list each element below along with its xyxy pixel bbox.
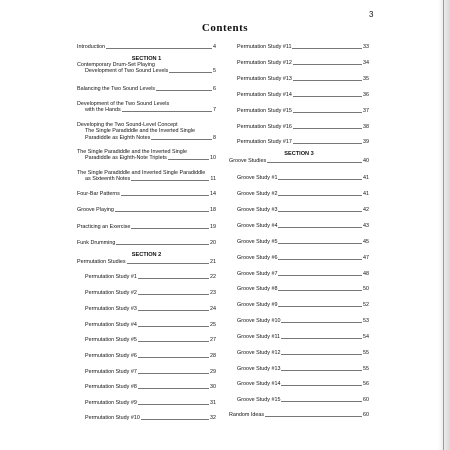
toc-entry-text: Groove Studies bbox=[229, 158, 267, 164]
toc-page-number: 54 bbox=[363, 334, 369, 340]
toc-page-number: 38 bbox=[363, 124, 369, 130]
toc-entry[interactable] bbox=[77, 290, 216, 296]
toc-leader-line bbox=[131, 227, 209, 229]
toc-leader-line bbox=[267, 161, 362, 163]
toc-leader-line bbox=[281, 321, 362, 323]
toc-entry-text: Permutation Study #10 bbox=[85, 415, 140, 421]
toc-entry[interactable] bbox=[229, 318, 369, 324]
toc-page-number: 35 bbox=[363, 76, 369, 82]
toc-page-number: 55 bbox=[363, 366, 369, 372]
toc-entry-text: Groove Study #9 bbox=[237, 302, 278, 308]
toc-leader-line bbox=[131, 179, 209, 181]
page-edge bbox=[443, 0, 444, 450]
toc-leader-line bbox=[138, 293, 209, 295]
toc-leader-line bbox=[293, 127, 362, 129]
toc-entry[interactable] bbox=[229, 191, 369, 197]
toc-page-number: 45 bbox=[363, 239, 369, 245]
toc-leader-line bbox=[281, 369, 362, 371]
toc-page-number: 6 bbox=[213, 86, 216, 92]
toc-page-number: 50 bbox=[363, 286, 369, 292]
toc-page-number: 25 bbox=[210, 322, 216, 328]
toc-entry-text: Permutation Study #17 bbox=[237, 139, 292, 145]
toc-entry[interactable] bbox=[229, 92, 369, 98]
toc-page-number: 5 bbox=[213, 68, 216, 75]
toc-entry-text: Permutation Study #5 bbox=[85, 337, 137, 343]
toc-entry[interactable] bbox=[229, 302, 369, 308]
toc-entry-text: Groove Study #3 bbox=[237, 207, 278, 213]
toc-entry[interactable] bbox=[77, 122, 216, 141]
toc-page-number: 8 bbox=[213, 134, 216, 141]
toc-leader-line bbox=[265, 415, 362, 417]
toc-entry-text: Groove Study #15 bbox=[237, 397, 281, 403]
toc-entry[interactable] bbox=[77, 259, 216, 265]
toc-entry-text: Random Ideas bbox=[229, 412, 265, 418]
toc-entry-text: Permutation Study #13 bbox=[237, 76, 292, 82]
toc-page-number: 24 bbox=[210, 306, 216, 312]
toc-page-number: 41 bbox=[363, 191, 369, 197]
toc-entry[interactable] bbox=[77, 44, 216, 50]
toc-entry[interactable] bbox=[229, 60, 369, 66]
toc-leader-line bbox=[293, 111, 362, 113]
toc-page-number: 27 bbox=[210, 337, 216, 343]
toc-entry[interactable] bbox=[77, 337, 216, 343]
toc-entry-text: Permutation Study #2 bbox=[85, 290, 137, 296]
toc-entry-text: The Single Paradiddle and the Inverted Single bbox=[77, 149, 187, 155]
toc-entry-text: Four-Bar Patterns bbox=[77, 191, 120, 197]
toc-entry[interactable] bbox=[77, 170, 216, 183]
toc-entry-text: Groove Study #6 bbox=[237, 255, 278, 261]
toc-leader-line bbox=[278, 258, 362, 260]
toc-entry[interactable] bbox=[229, 255, 369, 261]
toc-page-number: 53 bbox=[363, 318, 369, 324]
toc-entry[interactable] bbox=[77, 86, 216, 92]
toc-page-number: 36 bbox=[363, 92, 369, 98]
toc-page-number: 60 bbox=[363, 397, 369, 403]
toc-leader-line bbox=[169, 71, 212, 73]
toc-entry-text: as Sixteenth Notes bbox=[85, 176, 131, 183]
toc-page-number: 28 bbox=[210, 353, 216, 359]
toc-entry[interactable] bbox=[229, 239, 369, 245]
toc-entry[interactable] bbox=[229, 366, 369, 372]
toc-leader-line bbox=[138, 340, 209, 342]
toc-entry-text: Groove Study #1 bbox=[237, 175, 278, 181]
toc-entry[interactable] bbox=[229, 412, 369, 418]
toc-leader-line bbox=[278, 242, 362, 244]
toc-leader-line bbox=[138, 372, 209, 374]
toc-entry[interactable] bbox=[229, 76, 369, 82]
toc-entry-text: Groove Playing bbox=[77, 207, 114, 213]
toc-entry-text: Balancing the Two Sound Levels bbox=[77, 86, 156, 92]
toc-entry-text: Permutation Study #7 bbox=[85, 369, 137, 375]
toc-entry[interactable] bbox=[229, 334, 369, 340]
section-heading: SECTION 1 bbox=[131, 56, 162, 62]
toc-entry[interactable] bbox=[229, 139, 369, 145]
toc-page-number: 19 bbox=[210, 224, 216, 230]
toc-page-number: 23 bbox=[210, 290, 216, 296]
toc-entry-text: Groove Study #13 bbox=[237, 366, 281, 372]
toc-page-number: 22 bbox=[210, 274, 216, 280]
toc-page-number: 33 bbox=[363, 44, 369, 50]
toc-leader-line bbox=[278, 289, 362, 291]
toc-page-number: 29 bbox=[210, 369, 216, 375]
toc-page-number: 39 bbox=[363, 139, 369, 145]
toc-leader-line bbox=[281, 400, 362, 402]
toc-leader-line bbox=[278, 210, 362, 212]
toc-leader-line bbox=[151, 138, 212, 140]
toc-page-number: 34 bbox=[363, 60, 369, 66]
toc-leader-line bbox=[138, 356, 209, 358]
toc-page-number: 37 bbox=[363, 108, 369, 114]
toc-leader-line bbox=[278, 178, 362, 180]
toc-entry[interactable] bbox=[229, 175, 369, 181]
toc-entry-text: Groove Study #10 bbox=[237, 318, 281, 324]
toc-entry-text: Funk Drumming bbox=[77, 240, 116, 246]
toc-entry-text: Permutation Study #12 bbox=[237, 60, 292, 66]
toc-entry[interactable] bbox=[77, 101, 216, 114]
toc-entry-text: Permutation Study #14 bbox=[237, 92, 292, 98]
toc-leader-line bbox=[278, 194, 362, 196]
toc-entry-text: Developing the Two Sound-Level Concept bbox=[77, 122, 178, 128]
toc-entry-text: Permutation Study #6 bbox=[85, 353, 137, 359]
toc-leader-line bbox=[156, 89, 212, 91]
toc-page-number: 11 bbox=[210, 176, 216, 183]
toc-page-number: 14 bbox=[210, 191, 216, 197]
toc-entry-text: Practicing an Exercise bbox=[77, 224, 131, 230]
toc-leader-line bbox=[116, 243, 209, 245]
toc-leader-line bbox=[127, 262, 209, 264]
toc-entry-text: Groove Study #11 bbox=[237, 334, 281, 340]
toc-entry[interactable] bbox=[229, 207, 369, 213]
toc-page-number: 47 bbox=[363, 255, 369, 261]
toc-entry-text: Groove Study #4 bbox=[237, 223, 278, 229]
toc-entry-text: Groove Study #8 bbox=[237, 286, 278, 292]
toc-leader-line bbox=[278, 274, 362, 276]
toc-entry-text: Groove Study #7 bbox=[237, 271, 278, 277]
toc-page-number: 43 bbox=[363, 223, 369, 229]
toc-entry-text: Permutation Studies bbox=[77, 259, 126, 265]
toc-page-number: 31 bbox=[210, 400, 216, 406]
toc-leader-line bbox=[115, 210, 209, 212]
toc-entry[interactable] bbox=[229, 381, 369, 387]
toc-entry-text: Permutation Study #9 bbox=[85, 400, 137, 406]
toc-entry[interactable] bbox=[77, 322, 216, 328]
toc-leader-line bbox=[293, 142, 362, 144]
toc-leader-line bbox=[106, 47, 212, 49]
toc-entry-text: with the Hands bbox=[85, 107, 121, 114]
toc-leader-line bbox=[138, 277, 209, 279]
toc-entry[interactable] bbox=[229, 271, 369, 277]
toc-page-number: 56 bbox=[363, 381, 369, 387]
toc-entry-text: Groove Study #12 bbox=[237, 350, 281, 356]
toc-page-number: 52 bbox=[363, 302, 369, 308]
toc-entry-text: Paradiddle as Eighth Notes bbox=[85, 134, 151, 141]
toc-entry[interactable] bbox=[77, 306, 216, 312]
toc-entry-text: Permutation Study #3 bbox=[85, 306, 137, 312]
toc-leader-line bbox=[138, 325, 209, 327]
page-number: 3 bbox=[369, 10, 374, 19]
toc-entry-text: Permutation Study #1 bbox=[85, 274, 137, 280]
toc-leader-line bbox=[121, 194, 209, 196]
toc-page-number: 40 bbox=[363, 158, 369, 164]
toc-leader-line bbox=[292, 47, 362, 49]
toc-leader-line bbox=[281, 353, 362, 355]
toc-entry-text: Introduction bbox=[77, 44, 106, 50]
toc-page-number: 10 bbox=[210, 155, 216, 162]
toc-entry[interactable] bbox=[77, 274, 216, 280]
toc-leader-line bbox=[293, 63, 362, 65]
toc-entry[interactable] bbox=[77, 384, 216, 390]
toc-leader-line bbox=[122, 110, 212, 112]
toc-entry-text: Permutation Study #11 bbox=[237, 44, 292, 50]
toc-leader-line bbox=[138, 387, 209, 389]
toc-leader-line bbox=[168, 158, 209, 160]
section-heading: SECTION 3 bbox=[284, 151, 314, 157]
toc-page-number: 32 bbox=[210, 415, 216, 421]
toc-entry[interactable] bbox=[229, 223, 369, 229]
toc-entry-text: Paradiddle as Eighth-Note Triplets bbox=[85, 155, 167, 162]
toc-leader-line bbox=[281, 337, 362, 339]
toc-entry-text: Permutation Study #16 bbox=[237, 124, 292, 130]
toc-page-number: 18 bbox=[210, 207, 216, 213]
toc-entry[interactable] bbox=[77, 353, 216, 359]
toc-entry[interactable] bbox=[77, 191, 216, 197]
toc-entry[interactable] bbox=[229, 286, 369, 292]
toc-entry-text: Development of the Two Sound Levels bbox=[77, 101, 170, 107]
toc-page-number: 55 bbox=[363, 350, 369, 356]
toc-page-number: 4 bbox=[213, 44, 216, 50]
section-heading: SECTION 2 bbox=[131, 252, 162, 258]
toc-entry-text: The Single Paradiddle and the Inverted Single bbox=[85, 128, 195, 135]
toc-entry[interactable] bbox=[77, 369, 216, 375]
toc-entry-text: The Single Paradiddle and Inverted Single Paradiddle bbox=[77, 170, 206, 176]
toc-entry[interactable] bbox=[229, 158, 369, 164]
toc-page-number: 42 bbox=[363, 207, 369, 213]
toc-entry-text: Groove Study #5 bbox=[237, 239, 278, 245]
toc-entry-text: Groove Study #14 bbox=[237, 381, 281, 387]
toc-leader-line bbox=[293, 95, 362, 97]
toc-page-number: 30 bbox=[210, 384, 216, 390]
toc-page-number: 48 bbox=[363, 271, 369, 277]
toc-entry[interactable] bbox=[229, 397, 369, 403]
toc-page-number: 7 bbox=[213, 107, 216, 114]
contents-title: Contents bbox=[201, 22, 249, 34]
toc-entry-text: Permutation Study #15 bbox=[237, 108, 292, 114]
toc-entry-text: Groove Study #2 bbox=[237, 191, 278, 197]
toc-leader-line bbox=[281, 384, 362, 386]
toc-leader-line bbox=[278, 226, 362, 228]
toc-entry-text: Permutation Study #8 bbox=[85, 384, 137, 390]
toc-entry[interactable] bbox=[77, 149, 216, 162]
toc-entry[interactable] bbox=[77, 207, 216, 213]
toc-leader-line bbox=[138, 403, 209, 405]
toc-leader-line bbox=[141, 418, 209, 420]
toc-page-number: 21 bbox=[210, 259, 216, 265]
toc-page-number: 41 bbox=[363, 175, 369, 181]
toc-page-number: 60 bbox=[363, 412, 369, 418]
toc-leader-line bbox=[293, 79, 362, 81]
toc-entry-text: Contemporary Drum-Set Playing bbox=[77, 62, 155, 68]
toc-entry[interactable] bbox=[77, 415, 216, 421]
toc-leader-line bbox=[278, 305, 362, 307]
toc-entry-text: Permutation Study #4 bbox=[85, 322, 137, 328]
toc-leader-line bbox=[138, 309, 209, 311]
toc-page-number: 20 bbox=[210, 240, 216, 246]
page-shadow bbox=[438, 0, 450, 450]
toc-entry-text: Development of Two Sound Levels bbox=[85, 68, 169, 75]
toc-entry[interactable] bbox=[77, 400, 216, 406]
toc-entry[interactable] bbox=[77, 62, 216, 75]
toc-entry[interactable] bbox=[229, 350, 369, 356]
toc-entry[interactable] bbox=[229, 124, 369, 130]
toc-entry[interactable] bbox=[77, 224, 216, 230]
toc-entry[interactable] bbox=[229, 44, 369, 50]
toc-entry[interactable] bbox=[229, 108, 369, 114]
toc-entry[interactable] bbox=[77, 240, 216, 246]
